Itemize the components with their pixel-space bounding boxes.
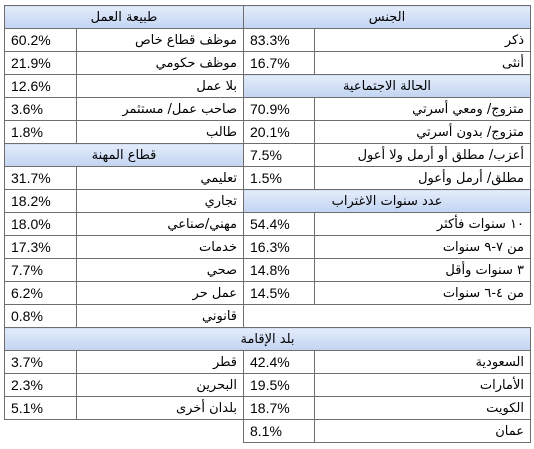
table-row (5, 328, 531, 351)
profession-sector-header: قطاع المهنة (5, 144, 244, 167)
marital-status-header: الحالة الاجتماعية (244, 75, 531, 98)
profession-sector-value: 7.7% (5, 259, 77, 282)
empty-cell (5, 420, 244, 443)
marital-status-value: 20.1% (244, 121, 315, 144)
table-row (5, 121, 531, 144)
expat-years-label: ١٠ سنوات فأكثر (315, 213, 531, 236)
table-row (5, 305, 531, 328)
demographics-table (4, 5, 531, 443)
table-row (5, 75, 531, 98)
expat-years-value: 14.5% (244, 282, 315, 305)
residence-label: الكويت (315, 397, 531, 420)
expat-years-label: ٣ سنوات وأقل (315, 259, 531, 282)
table-row (5, 374, 531, 397)
table-row (5, 236, 531, 259)
work-nature-label: موظف حكومي (77, 52, 244, 75)
table-row (5, 420, 531, 443)
gender-label: أنثى (315, 52, 531, 75)
work-nature-label: صاحب عمل/ مستثمر (77, 98, 244, 121)
marital-status-value: 1.5% (244, 167, 315, 190)
expat-years-value: 54.4% (244, 213, 315, 236)
work-nature-value: 60.2% (5, 29, 77, 52)
gender-value: 16.7% (244, 52, 315, 75)
profession-sector-value: 18.2% (5, 190, 77, 213)
gender-label: ذكر (315, 29, 531, 52)
residence-value: 42.4% (244, 351, 315, 374)
table-row (5, 167, 531, 190)
table-row (5, 397, 531, 420)
residence-label: بلدان أخرى (77, 397, 244, 420)
expat-years-value: 16.3% (244, 236, 315, 259)
profession-sector-label: عمل حر (77, 282, 244, 305)
table-row (5, 98, 531, 121)
residence-value: 19.5% (244, 374, 315, 397)
residence-label: قطر (77, 351, 244, 374)
residence-value: 2.3% (5, 374, 77, 397)
residence-value: 18.7% (244, 397, 315, 420)
table-row (5, 213, 531, 236)
expat-years-label: من ٧-٩ سنوات (315, 236, 531, 259)
residence-label: عمان (315, 420, 531, 443)
residence-header: بلد الإقامة (5, 328, 531, 351)
profession-sector-value: 0.8% (5, 305, 77, 328)
table-row (5, 29, 531, 52)
profession-sector-label: خدمات (77, 236, 244, 259)
table-row (5, 6, 531, 29)
work-nature-value: 3.6% (5, 98, 77, 121)
residence-value: 5.1% (5, 397, 77, 420)
marital-status-value: 70.9% (244, 98, 315, 121)
work-nature-value: 1.8% (5, 121, 77, 144)
residence-label: البحرين (77, 374, 244, 397)
expat-years-value: 14.8% (244, 259, 315, 282)
profession-sector-value: 31.7% (5, 167, 77, 190)
marital-status-label: مطلق/ أرمل وأعول (315, 167, 531, 190)
profession-sector-value: 6.2% (5, 282, 77, 305)
table-row (5, 52, 531, 75)
marital-status-label: أعزب/ مطلق أو أرمل ولا أعول (315, 144, 531, 167)
work-nature-value: 21.9% (5, 52, 77, 75)
expat-years-header: عدد سنوات الاغتراب (244, 190, 531, 213)
table-row (5, 144, 531, 167)
empty-cell (244, 305, 531, 328)
residence-label: السعودية (315, 351, 531, 374)
residence-value: 8.1% (244, 420, 315, 443)
marital-status-value: 7.5% (244, 144, 315, 167)
table-row (5, 190, 531, 213)
profession-sector-label: قانوني (77, 305, 244, 328)
profession-sector-value: 18.0% (5, 213, 77, 236)
profession-sector-value: 17.3% (5, 236, 77, 259)
gender-header: الجنس (244, 6, 531, 29)
table-row (5, 259, 531, 282)
expat-years-label: من ٤-٦ سنوات (315, 282, 531, 305)
work-nature-value: 12.6% (5, 75, 77, 98)
profession-sector-label: صحي (77, 259, 244, 282)
residence-value: 3.7% (5, 351, 77, 374)
marital-status-label: متزوج/ بدون أسرتي (315, 121, 531, 144)
table-row (5, 351, 531, 374)
work-nature-header: طبيعة العمل (5, 6, 244, 29)
profession-sector-label: تجاري (77, 190, 244, 213)
residence-label: الأمارات (315, 374, 531, 397)
profession-sector-label: مهني/صناعي (77, 213, 244, 236)
work-nature-label: موظف قطاع خاص (77, 29, 244, 52)
marital-status-label: متزوج/ ومعي أسرتي (315, 98, 531, 121)
gender-value: 83.3% (244, 29, 315, 52)
work-nature-label: بلا عمل (77, 75, 244, 98)
profession-sector-label: تعليمي (77, 167, 244, 190)
table-row (5, 282, 531, 305)
work-nature-label: طالب (77, 121, 244, 144)
